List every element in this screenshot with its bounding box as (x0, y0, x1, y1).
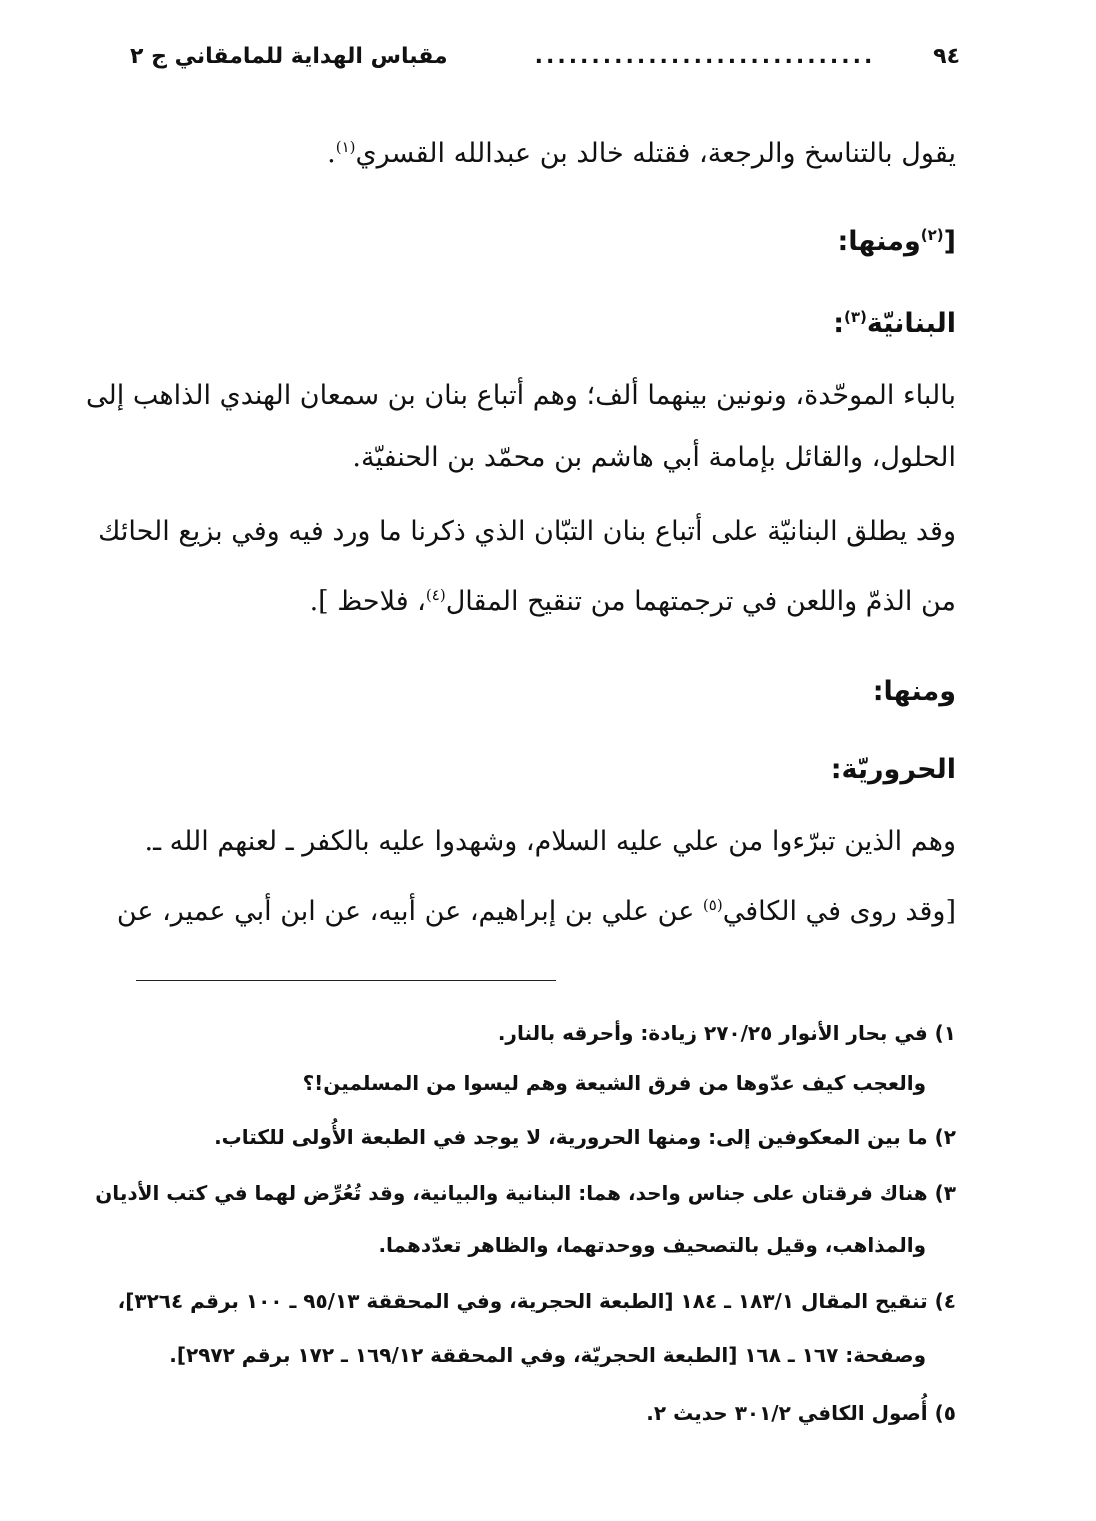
text-line-4: بالباء الموحّدة، ونونين بينهما ألف؛ وهم أتباع بنان بن سمعان الهندي الذاهب إلى (86, 380, 956, 411)
header-dot-leader: .............................. (534, 44, 876, 69)
sect-name-bananiyya: البنانيّة$^{(٣)}$: (833, 308, 956, 339)
footnote-ref-3[interactable]: (٣) (844, 308, 867, 326)
footnote-1-continued: والعجب كيف عدّوها من فرق الشيعة وهم ليسوا من المسلمين!؟ (302, 1071, 926, 1095)
text-line-6: وقد يطلق البنانيّة على أتباع بنان التبّان الذي ذكرنا ما ورد فيه وفي بزيع الحائك (98, 516, 956, 547)
footnote-4: ٤) تنقيح المقال ١٨٣/١ ـ ١٨٤ [الطبعة الحجرية، وفي المحققة ٩٥/١٣ ـ ١٠٠ برقم ٣٢٦٤]، (117, 1289, 956, 1313)
footnote-ref-5[interactable]: (٥) (702, 896, 723, 914)
section-heading-2: ومنها: (872, 676, 956, 707)
running-header (130, 38, 960, 82)
footnote-ref-2[interactable]: (٢) (920, 226, 944, 244)
text-line-7: من الذمّ واللعن في ترجمتهما من تنقيح المقال$^{(٤)}$، فلاحظ ]. (309, 586, 956, 617)
footnote-ref-1[interactable]: (١) (335, 138, 356, 156)
footnote-3: ٣) هناك فرقتان على جناس واحد، هما: البنانية والبيانية، وقد تُعُرِّض لهما في كتب الأديان (95, 1181, 956, 1205)
footnote-ref-4[interactable]: (٤) (425, 586, 446, 604)
sect-name-haruriyya: الحروريّة: (830, 754, 956, 785)
text-line-5: الحلول، والقائل بإمامة أبي هاشم بن محمّد بن الحنفيّة. (352, 442, 956, 473)
section-heading-1: [$^{(٢)}$ومنها: (837, 226, 956, 257)
running-title: مقباس الهداية للمامقاني ج ٢ (130, 44, 448, 69)
footnote-1: ١) في بحار الأنوار ٢٧٠/٢٥ زيادة: وأحرقه بالنار. (497, 1021, 956, 1045)
footnote-3-continued: والمذاهب، وقيل بالتصحيف ووحدتهما، والظاهر تعدّدهما. (378, 1233, 926, 1257)
footnote-5: ٥) أُصول الكافي ٣٠١/٢ حديث ٢. (646, 1401, 956, 1425)
text-line-11: [وقد روى في الكافي$^{(٥)}$ عن علي بن إبراهيم، عن أبيه، عن ابن أبي عمير، عن (116, 896, 956, 927)
text-line-10: وهم الذين تبرّءوا من علي عليه السلام، وشهدوا عليه بالكفر ـ لعنهم الله ـ. (144, 826, 956, 857)
page-number: ٩٤ (933, 44, 960, 69)
footnote-separator (136, 980, 556, 981)
footnote-4-continued: وصفحة: ١٦٧ ـ ١٦٨ [الطبعة الحجريّة، وفي المحققة ١٦٩/١٢ ـ ١٧٢ برقم ٢٩٧٢]. (169, 1343, 926, 1367)
footnote-2: ٢) ما بين المعكوفين إلى: ومنها الحرورية، لا يوجد في الطبعة الأُولى للكتاب. (214, 1125, 956, 1149)
text-line-1: يقول بالتناسخ والرجعة، فقتله خالد بن عبدالله القسري$^{(١)}$. (327, 138, 956, 169)
